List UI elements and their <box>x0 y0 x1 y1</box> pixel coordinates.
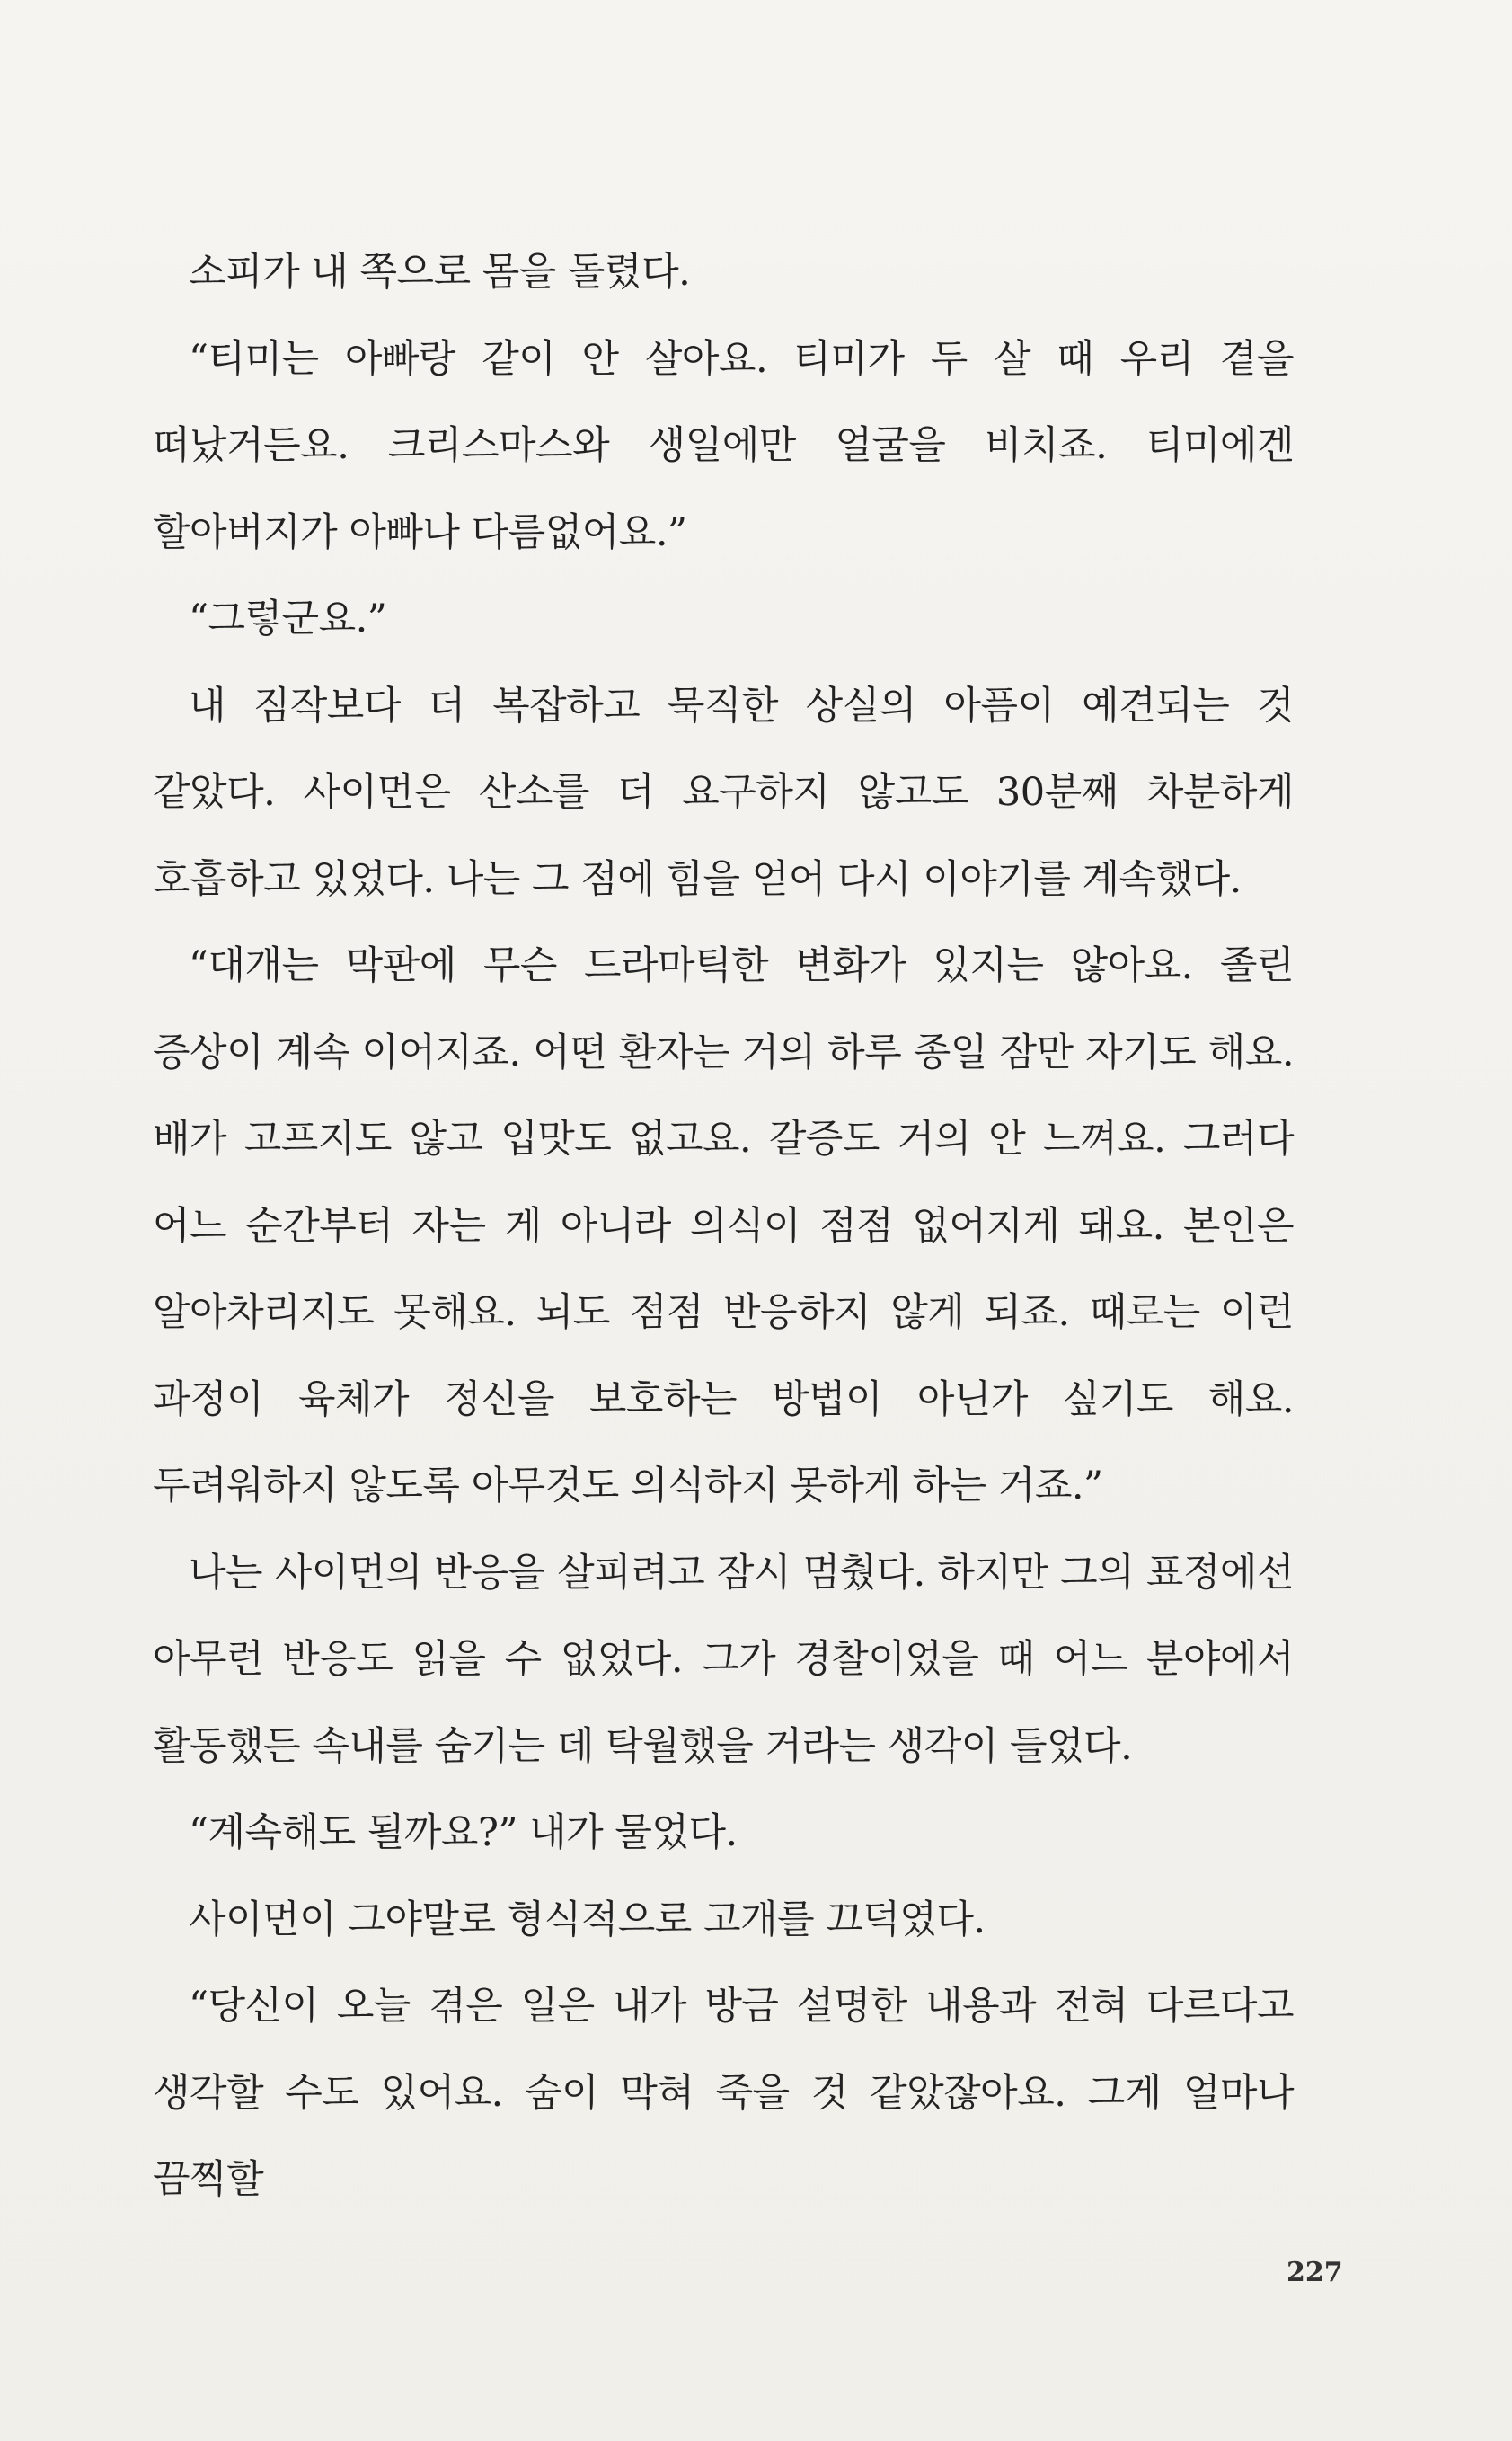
paragraph: 나는 사이먼의 반응을 살피려고 잠시 멈췄다. 하지만 그의 표정에선 아무런 반응도 읽을 수 없었다. 그가 경찰이었을 때 어느 분야에서 활동했든 속내를 숨기는 데 탁월했을 거라는 생각이 들었다. <box>153 1550 1294 1769</box>
paragraph: “대개는 막판에 무슨 드라마틱한 변화가 있지는 않아요. 졸린 증상이 계속 이어지죠. 어떤 환자는 거의 하루 종일 잠만 자기도 해요. 배가 고프지도 않고 입맛도 없고요. 갈증도 거의 안 느껴요. 그러다 어느 순간부터 자는 게 아니라 의식이 점점 없어지게 돼요. 본인은 알아차리지도 못해요. 뇌도 점점 반응하지 않게 되죠. 때로는 이런 과정이 육체가 정신을 보호하는 방법이 아닌가 싶기도 해요. 두려워하지 않도록 아무것도 의식하지 못하게 하는 거죠.” <box>153 943 1295 1508</box>
paragraph: “그렇군요.” <box>189 597 387 641</box>
page-number: 227 <box>1287 2257 1343 2288</box>
paragraph: “티미는 아빠랑 같이 안 살아요. 티미가 두 살 때 우리 곁을 떠났거든요. 크리스마스와 생일에만 얼굴을 비치죠. 티미에겐 할아버지가 아빠나 다름없어요.” <box>153 336 1294 555</box>
body-text <box>153 229 1294 2224</box>
paragraph: 소피가 내 쪽으로 몸을 돌렸다. <box>189 250 691 295</box>
paragraph: “당신이 오늘 겪은 일은 내가 방금 설명한 내용과 전혀 다르다고 생각할 수도 있어요. 숨이 막혀 죽을 것 같았잖아요. 그게 얼마나 끔찍할 <box>153 1984 1294 2202</box>
paragraph: 사이먼이 그야말로 형식적으로 고개를 끄덕였다. <box>189 1897 986 1942</box>
paragraph: 내 짐작보다 더 복잡하고 묵직한 상실의 아픔이 예견되는 것 같았다. 사이먼은 산소를 더 요구하지 않고도 30분째 차분하게 호흡하고 있었다. 나는 그 점에 힘을 얻어 다시 이야기를 계속했다. <box>153 683 1294 902</box>
paragraph: “계속해도 될까요?” 내가 물었다. <box>189 1810 738 1855</box>
